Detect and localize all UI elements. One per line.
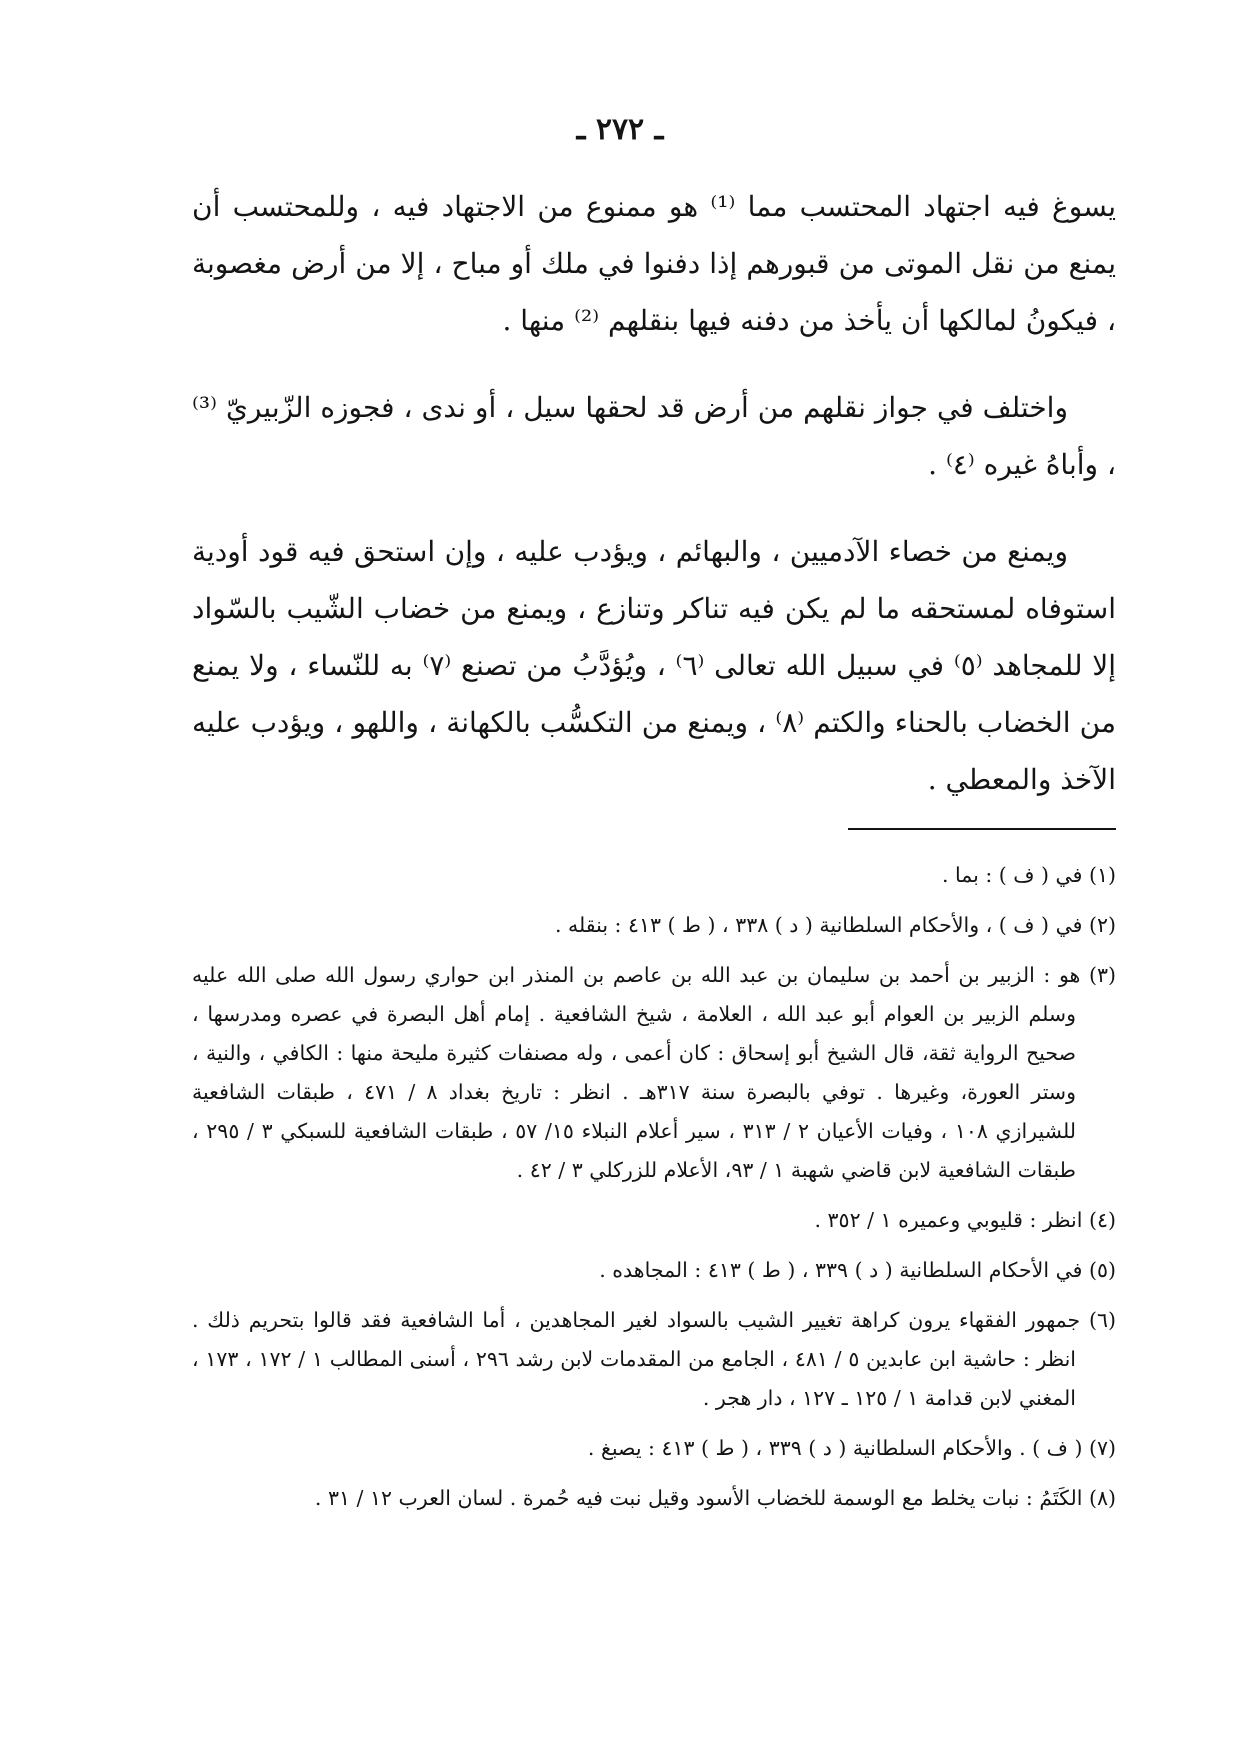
footnote	[192, 906, 1116, 945]
footnote-number: (١)	[1088, 863, 1116, 887]
footnote-number: (٤)	[1088, 1208, 1116, 1232]
footnote-number: (٣)	[1088, 963, 1116, 987]
footnote	[192, 1201, 1116, 1240]
footnote	[192, 1251, 1116, 1290]
footnote-text: في الأحكام السلطانية ( د ) ٣٣٩ ، ( ط ) ٤١٣ : المجاهده .	[599, 1258, 1083, 1282]
page-number: ـ ٢٧٢ ـ	[576, 112, 664, 147]
footnote	[192, 1429, 1116, 1468]
footnote-text: انظر : قليوبي وعميره ١ / ٣٥٢ .	[814, 1208, 1083, 1232]
paragraph: واختلف في جواز نقلهم من أرض قد لحقها سيل ، أو ندى ، فجوزه الزّبيريّ ⁽³⁾ ، وأباهُ غيره ⁽٤⁾ .	[192, 391, 1116, 481]
footnote	[192, 856, 1116, 895]
footnote-text: في ( ف ) ، والأحكام السلطانية ( د ) ٣٣٨ ، ( ط ) ٤١٣ : بنقله .	[554, 913, 1083, 937]
footnote-text: في ( ف ) : بما .	[941, 863, 1083, 887]
footnote-separator	[848, 828, 1116, 830]
footnote-text: هو : الزبير بن أحمد بن سليمان بن عبد الله بن عاصم بن المنذر ابن حواري رسول الله صلى الله عليه وسلم الزبير بن العوام أبو عبد الله ، العلامة ، شيخ الشافعية . إمام أهل البصرة في عصره ومدرسها ، صحيح الرواية ثقة، قال الشيخ أبو إسحاق : كان أعمى ، وله مصنفات كثيرة مليحة منها : الكافي ، والنية ، وستر العورة، وغيرها . توفي بالبصرة سنة ٣١٧هـ . انظر : تاريخ بغداد ٨ / ٤٧١ ، طبقات الشافعية للشيرازي ١٠٨ ، وفيات الأعيان ٢ / ٣١٣ ، سير أعلام النبلاء ١٥/ ٥٧ ، طبقات الشافعية للسبكي ٣ / ٢٩٥ ، طبقات الشافعية لابن قاضي شهبة ١ / ٩٣، الأعلام للزركلي ٣ / ٤٢ .	[192, 963, 1081, 1182]
footnote-text: ( ف ) . والأحكام السلطانية ( د ) ٣٣٩ ، ( ط ) ٤١٣ : يصبغ .	[587, 1436, 1083, 1460]
footnote-number: (٨)	[1088, 1486, 1116, 1510]
footnotes	[192, 856, 1116, 1529]
paragraph: يسوغ فيه اجتهاد المحتسب مما ⁽¹⁾ هو ممنوع من الاجتهاد فيه ، وللمحتسب أن يمنع من نقل الموتى من قبورهم إذا دفنوا في ملك أو مباح ، إلا من أرض مغصوبة ، فيكونُ لمالكها أن يأخذ من دفنه فيها بنقلهم ⁽²⁾ منها .	[192, 190, 1116, 337]
footnote-number: (٢)	[1088, 913, 1116, 937]
footnote	[192, 956, 1116, 1190]
paragraph: ويمنع من خصاء الآدميين ، والبهائم ، ويؤدب عليه ، وإن استحق فيه قود أودية استوفاه لمستحقه ما لم يكن فيه تناكر وتنازع ، ويمنع من خضاب الشّيب بالسّواد إلا للمجاهد ⁽٥⁾ في سبيل الله تعالى ⁽٦⁾ ، ويُؤدَّبُ من تصنع ⁽٧⁾ به للنّساء ، ولا يمنع من الخضاب بالحناء والكتم ⁽٨⁾ ، ويمنع من التكسُّب بالكهانة ، واللهو ، ويؤدب عليه الآخذ والمعطي .	[192, 535, 1117, 796]
footnote-number: (٥)	[1088, 1258, 1116, 1282]
footnote-number: (٦)	[1088, 1308, 1116, 1332]
footnote-text: جمهور الفقهاء يرون كراهة تغيير الشيب بالسواد لغير المجاهدين ، أما الشافعية فقد قالوا بتحريم ذلك . انظر : حاشية ابن عابدين ٥ / ٤٨١ ، الجامع من المقدمات لابن رشد ٢٩٦ ، أسنى المطالب ١ / ١٧٢ ، ١٧٣ ، المغني لابن قدامة ١ / ١٢٥ ـ ١٢٧ ، دار هجر .	[192, 1308, 1081, 1410]
footnote	[192, 1479, 1116, 1518]
footnote	[192, 1301, 1116, 1418]
footnote-number: (٧)	[1088, 1436, 1116, 1460]
footnote-text: الكَتَمُ : نبات يخلط مع الوسمة للخضاب الأسود وقيل نبت فيه حُمرة . لسان العرب ١٢ / ٣١ .	[314, 1486, 1083, 1510]
main-text	[192, 178, 1116, 838]
